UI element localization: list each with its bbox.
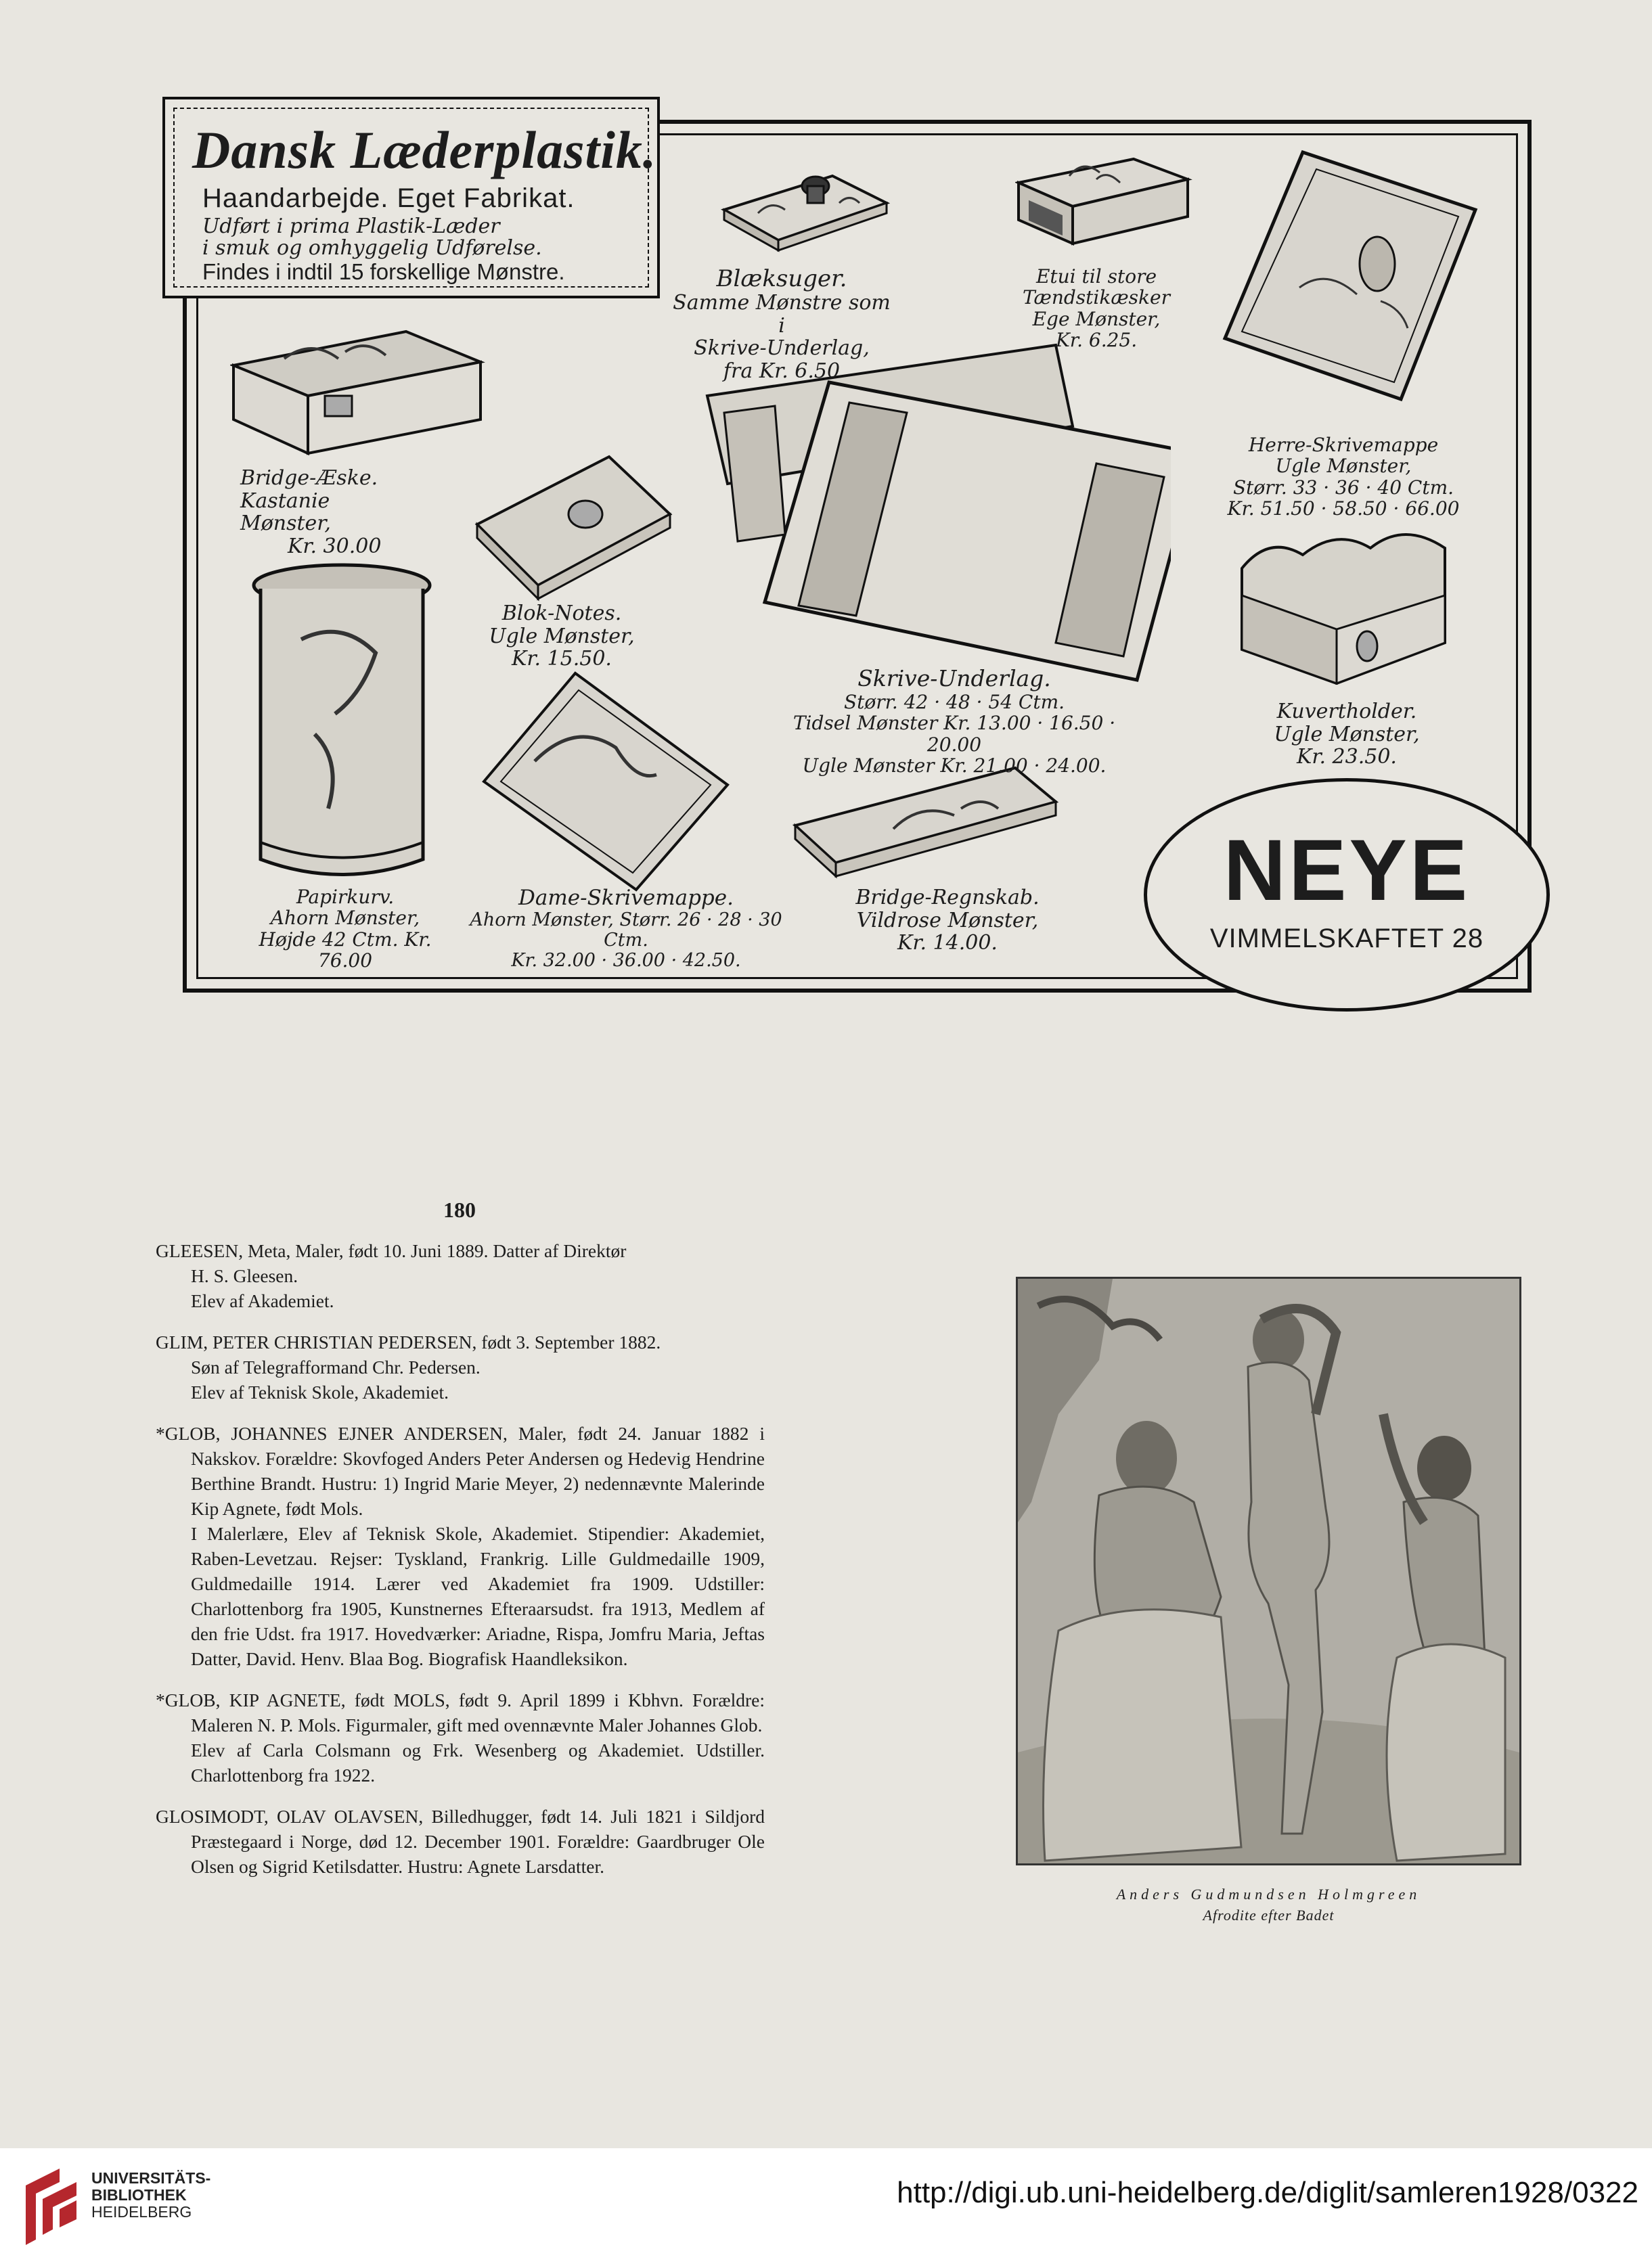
caption-papirkurv: Papirkurv. Ahorn Mønster, Højde 42 Ctm. Kr. 76.00 <box>259 886 432 972</box>
brand-line-3: i smuk og omhyggelig Udførelse. <box>202 236 542 260</box>
entry-glob-johannes: *GLOB, JOHANNES EJNER ANDERSEN, Maler, født 24. Januar 1882 i Nakskov. Forældre: Skovfoged Anders Peter Andersen og Hedevig Hendrine Berthine Brandt. Hustru: 1) Ingrid Marie Meyer, 2) nedennævnte Malerinde Kip Agnete, født Mols. I Malerlære, Elev af Teknisk Skole, Akademiet. Stipendier: Akademiet, Raben-Levetzau. Rejser: Tyskland, Frankrig. Lille Guldmedaille 1909, Guldmedaille 1914. Lærer ved Akademiet fra 1909. Udstiller: Charlottenborg fra 1905, Kunstnernes Efteraarsudst. fra 1913, Medlem af den frie Udst. fra 1917. Hovedværker: Ariadne, Rispa, Jomfru Maria, Jeftas Datter, David. Henv. Blaa Bog. Biografisk Haandleksikon. <box>156 1423 765 1669</box>
writing-pad-illustration <box>704 338 1171 690</box>
library-name: UNIVERSITÄTS- BIBLIOTHEK HEIDELBERG <box>91 2169 211 2221</box>
brand-line-4: Findes i indtil 15 forskellige Mønstre. <box>202 259 565 284</box>
caption-bloknotes: Blok-Notes. Ugle Mønster, Kr. 15.50. <box>489 602 635 671</box>
caption-dame: Dame-Skrivemappe. Ahorn Mønster, Størr. 26 · 28 · 30 Ctm. Kr. 32.00 · 36.00 · 42.50. <box>470 886 782 972</box>
caption-etui: Etui til store Tændstikæsker Ege Mønster, Kr. 6.25. <box>1023 265 1170 352</box>
caption-bridge-regnskab: Bridge-Regnskab. Vildrose Mønster, Kr. 14.00. <box>855 886 1040 955</box>
caption-blaeksuger: Blæksuger. Samme Mønstre som i Skrive-Underlag, fra Kr. 6.50 <box>673 265 891 383</box>
shop-logo-oval <box>1144 778 1550 1012</box>
entry-gleesen: GLEESEN, Meta, Maler, født 10. Juni 1889. Datter af Direktør H. S. Gleesen. Elev af Akademiet. <box>156 1240 627 1311</box>
blotter-illustration <box>717 149 893 257</box>
brand-title: Dansk Læderplastik. <box>192 120 657 179</box>
envelope-holder-illustration <box>1235 521 1452 690</box>
painting-image <box>1016 1277 1521 1865</box>
biography-column <box>156 1238 765 1895</box>
brand-line-2: Udført i prima Plastik-Læder <box>202 214 500 238</box>
painting-title: Afrodite efter Badet <box>1203 1907 1335 1924</box>
source-url-link[interactable]: http://digi.ub.uni-heidelberg.de/diglit/samleren1928/0322 <box>897 2176 1638 2209</box>
shop-address: VIMMELSKAFTET 28 <box>1209 924 1484 953</box>
caption-bridge-aeske: Bridge-Æske. Kastanie Mønster, Kr. 30.00 <box>240 466 382 558</box>
entry-glob-kip: *GLOB, KIP AGNETE, født MOLS, født 9. April 1899 i Kbhvn. Forældre: Maleren N. P. Mols. Figurmaler, gift med ovennævnte Maler Johannes Glob. Elev af Carla Colsmann og Frk. Wesenberg og Akademiet. Udstiller. Charlottenborg fra 1922. <box>156 1689 765 1786</box>
bridge-box-illustration <box>230 325 487 467</box>
entry-glim: GLIM, PETER CHRISTIAN PEDERSEN, født 3. September 1882. Søn af Telegrafformand Chr. Pedersen. Elev af Teknisk Skole, Akademiet. <box>156 1332 661 1403</box>
brand-box <box>162 97 660 298</box>
caption-herre: Herre-Skrivemappe Ugle Mønster, Størr. 33 · 36 · 40 Ctm. Kr. 51.50 · 58.50 · 66.00 <box>1227 434 1460 520</box>
mens-portfolio-illustration <box>1218 145 1482 406</box>
matchbox-case-illustration <box>1015 152 1195 254</box>
painting-artist: Anders Gudmundsen Holmgreen <box>1116 1886 1421 1903</box>
painting-figures <box>1018 1279 1519 1863</box>
shop-name: NEYE <box>1223 822 1471 919</box>
caption-skriveunderlag: Skrive-Underlag. Størr. 42 · 48 · 54 Ctm. Tidsel Mønster Kr. 13.00 · 16.50 · 20.00 Ugle Mønster Kr. 21.00 · 24.00. <box>792 665 1116 777</box>
page-number: 180 <box>443 1198 476 1222</box>
ladies-portfolio-illustration <box>481 666 731 897</box>
caption-kuvert: Kuvertholder. Ugle Mønster, Kr. 23.50. <box>1274 700 1420 769</box>
wastebasket-illustration <box>247 558 437 893</box>
notepad-illustration <box>474 450 677 606</box>
brand-line-1: Haandarbejde. Eget Fabrikat. <box>202 183 575 213</box>
library-logo-icon <box>19 2165 83 2246</box>
entry-glosimodt: GLOSIMODT, OLAV OLAVSEN, Billedhugger, født 14. Juli 1821 i Sildjord Præstegaard i Norge, død 12. December 1901. Forældre: Gaardbruger Ole Olsen og Sigrid Ketilsdatter. Hustru: Agnete Larsdatter. <box>156 1806 765 1877</box>
bridge-score-illustration <box>792 761 1063 897</box>
